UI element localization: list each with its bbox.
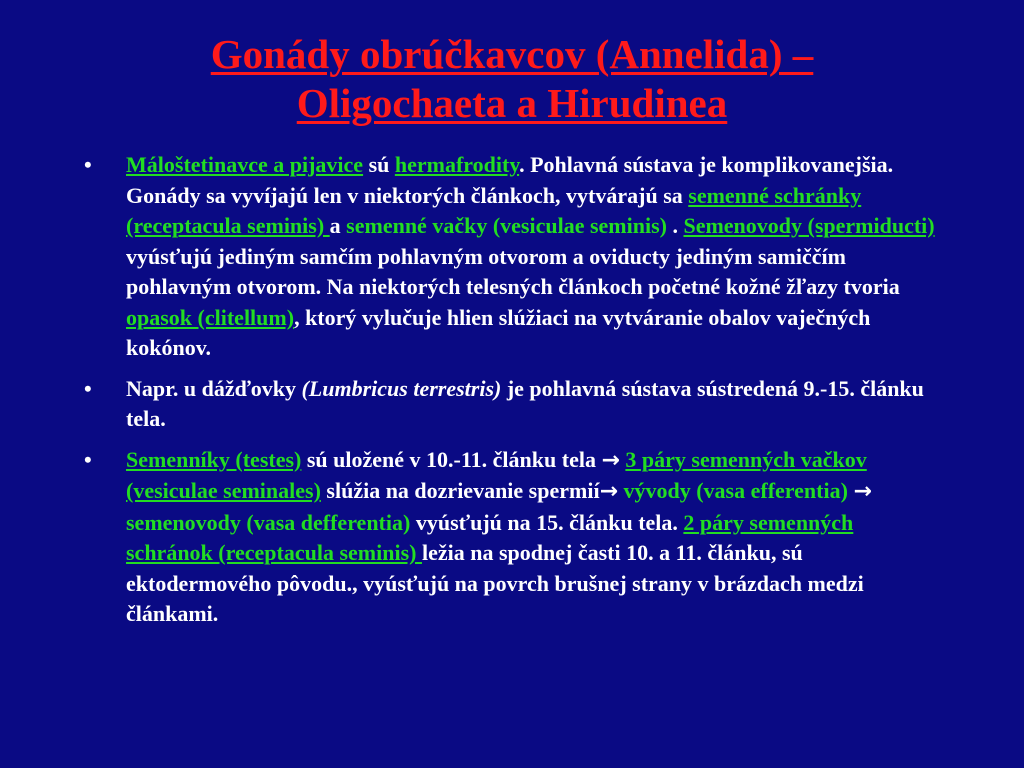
term-lumbricus-terrestris: (Lumbricus terrestris) [301,375,502,401]
term-receptacula-seminis-pairs[interactable]: 2 páry semenných schránok (receptacula seminis) [126,509,854,565]
text: ležia na spodnej časti 10. a 11. článku, sú ektodermového pôvodu., vyúsťujú na povrch brušnej strany v brázdach medzi článkami. [126,540,864,626]
term-hermafrodity[interactable]: hermafrodity [394,152,520,177]
bullet-item-reproductive-system [84,150,944,364]
text: sú uložené v 10.-11. článku tela [301,446,602,472]
bullet-list [84,150,944,640]
term-vasa-defferentia: semenovody (vasa defferentia) [126,509,411,535]
bullet-item-testes [84,445,944,630]
term-maloštetinavce[interactable]: Máloštetinavce a pijavice [126,152,364,177]
term-vesiculae-seminales[interactable]: 3 páry semenných vačkov (vesiculae seminales) [126,446,867,503]
term-spermiducti[interactable]: Semenovody (spermiducti) [683,213,935,238]
text: slúžia na dozrievanie spermií [320,478,600,503]
bullet-item-lumbricus [84,374,944,435]
title-line-2: Oligochaeta a Hirudinea [296,80,728,126]
text: , ktorý vylučuje hlien slúžiaci na vytváranie obalov vaječných kokónov. [126,304,871,360]
term-vesiculae-seminis: semenné vačky (vesiculae seminis) [346,213,667,238]
term-vasa-efferentia: vývody (vasa efferentia) [618,478,854,503]
arrow-right-icon: → [853,479,872,504]
text: . [666,213,684,238]
term-receptacula-seminis[interactable]: semenné schránky (receptacula seminis) [126,182,862,238]
arrow-right-icon: → [599,479,618,504]
term-testes[interactable]: Semenníky (testes) [126,446,302,472]
text: Napr. u dážďovky [126,375,302,401]
text: je pohlavná sústava sústredená 9.-15. článku tela. [126,375,924,431]
slide-title [40,30,984,128]
title-line-1: Gonády obrúčkavcov (Annelida) – [210,31,814,77]
bullet-dot: • [84,375,92,401]
text: a [329,213,347,238]
text: sú [363,152,395,177]
bullet-dot: • [84,446,92,472]
bullet-dot: • [84,152,92,177]
text: vyúsťujú jediným samčím pohlavným otvorom a oviducty jediným samiččím pohlavným otvorom. Na niektorých telesných článkoch početné kožné žľazy tvoria [126,243,900,299]
text: vyúsťujú na 15. článku tela. [410,509,684,535]
arrow-right-icon: → [601,447,620,473]
term-clitellum[interactable]: opasok (clitellum) [126,304,295,330]
text: . Pohlavná sústava je komplikovanejšia. Gonády sa vyvíjajú len v niektorých článkoch, vytvárajú sa [126,152,894,208]
